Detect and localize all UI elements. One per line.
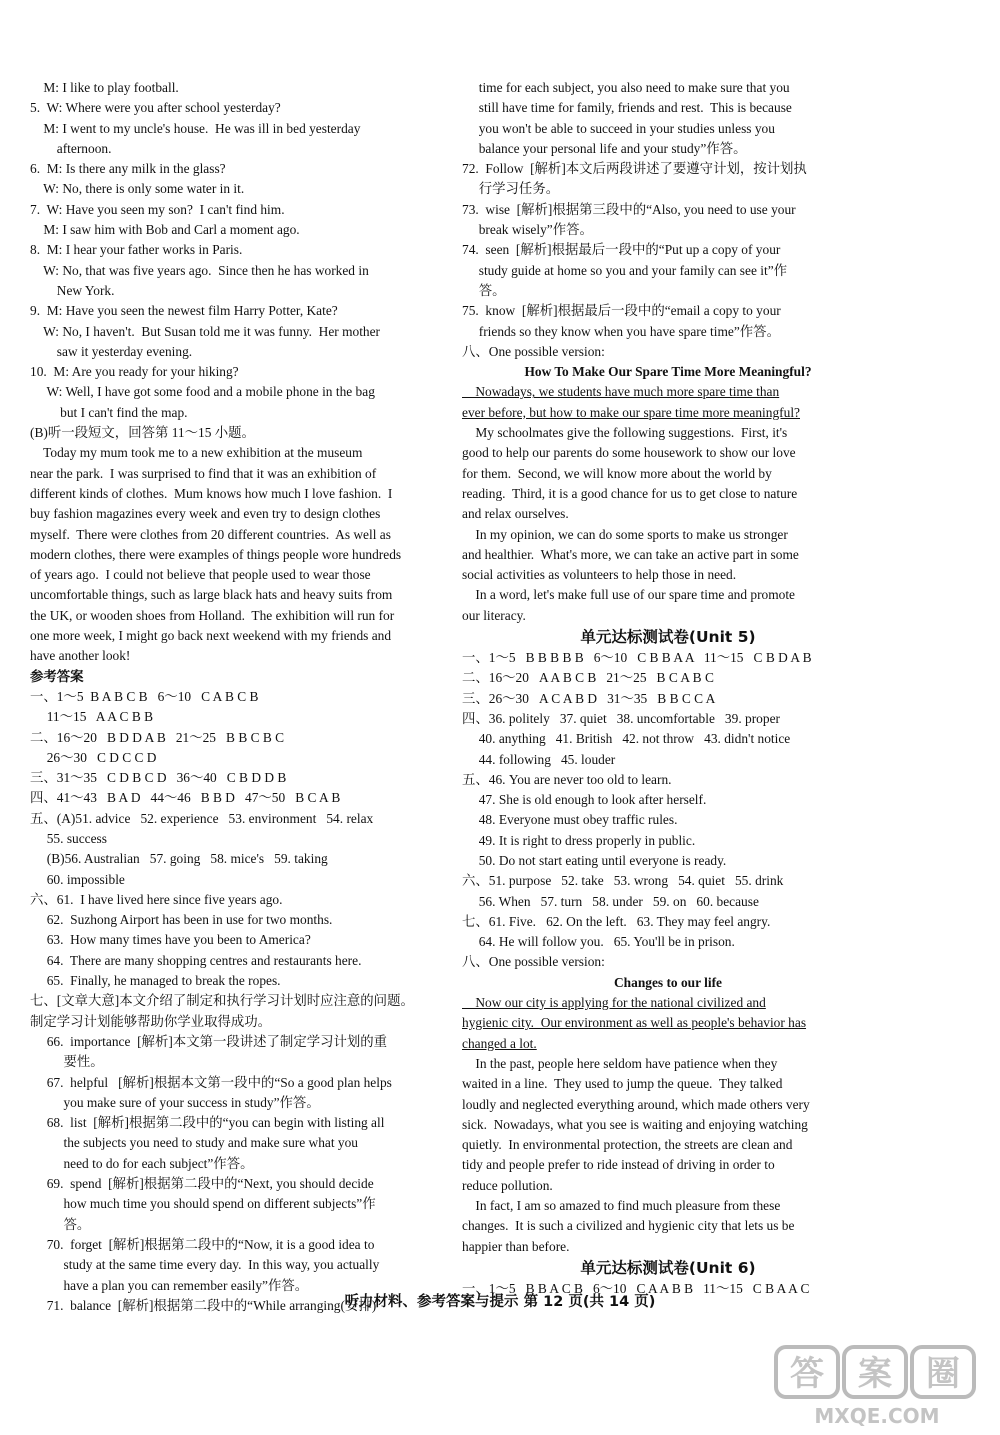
left-text-line: 66. importance [解析]本文第一段讲述了制定学习计划的重	[30, 1033, 388, 1049]
watermark-char-3: 圈	[926, 1354, 960, 1394]
left-text-line: you make sure of your success in study”作答。	[30, 1094, 320, 1110]
right-text-line: 72. Follow [解析]本文后两段讲述了要遵守计划，按计划执	[462, 161, 807, 177]
right-text-line: break wisely”作答。	[462, 222, 593, 238]
left-text-line: 七、[文章大意]本文介绍了制定和执行学习计划时应注意的问题。	[30, 993, 414, 1009]
right-text-line: quietly. In environmental protection, the streets are clean and	[462, 1137, 793, 1153]
right-text-line: 一、1～5 B B B B B 6～10 C B B A A 11～15 C B D A B	[462, 650, 812, 666]
left-text-line: 答。	[30, 1216, 91, 1232]
left-text-line: but I can't find the map.	[30, 404, 188, 420]
right-text-line: 六、51. purpose 52. take 53. wrong 54. quiet 55. drink	[462, 873, 784, 889]
left-text-line: one more week, I might go back next weekend with my friends and	[30, 628, 392, 644]
left-text-line: 10. M: Are you ready for your hiking?	[30, 364, 239, 380]
right-text-line: Changes to our life	[614, 974, 722, 990]
left-text-line: 60. impossible	[30, 871, 125, 887]
right-text-line: waited in a line. They used to jump the queue. They talked	[462, 1076, 783, 1092]
right-text-line: 三、26～30 A C A B D 31～35 B B C C A	[462, 690, 716, 706]
watermark-url: MXQE.COM	[814, 1404, 940, 1428]
right-text-line: 五、46. You are never too old to learn.	[462, 771, 672, 787]
left-text-line: W: No, that was five years ago. Since then he has worked in	[30, 262, 369, 278]
left-text-line: New York.	[30, 282, 115, 298]
right-text-line: changed a lot.	[462, 1035, 537, 1051]
left-text-line: afternoon.	[30, 140, 112, 156]
left-text-line: how much time you should spend on different subjects”作	[30, 1196, 376, 1212]
right-text-line: study guide at home so you and your family can see it”作	[462, 262, 788, 278]
right-text-line: loudly and neglected everything around, which made others very	[462, 1096, 810, 1112]
left-text-line: 制定学习计划能够帮助你学业取得成功。	[30, 1013, 272, 1029]
left-text-line: 二、16～20 B D D A B 21～25 B B C B C	[30, 729, 285, 745]
left-text-line: 9. M: Have you seen the newest film Harry Potter, Kate?	[30, 303, 338, 319]
left-text-line: 63. How many times have you been to America?	[30, 932, 311, 948]
right-text-line: changes. It is such a civilized and hygienic city that lets us be	[462, 1218, 795, 1234]
left-text-line: 70. forget [解析]根据第二段中的“Now, it is a good idea to	[30, 1236, 375, 1252]
watermark-char-1: 答	[790, 1354, 824, 1394]
left-text-line: 一、1～5 B A B C B 6～10 C A B C B	[30, 688, 259, 704]
left-text-line: have another look!	[30, 648, 131, 664]
left-text-line: modern clothes, there were examples of things people wore hundreds	[30, 546, 402, 562]
right-text-line: balance your personal life and your study”作答。	[462, 140, 747, 156]
right-text-line: 50. Do not start eating until everyone is ready.	[462, 852, 727, 868]
right-text-line: 73. wise [解析]根据第三段中的“Also, you need to use your	[462, 201, 796, 217]
right-text-line: reduce pollution.	[462, 1177, 553, 1193]
left-text-line: 要性。	[30, 1054, 104, 1070]
left-text-line: myself. There were clothes from 20 different countries. As well as	[30, 526, 391, 542]
right-column	[462, 78, 874, 1299]
left-text-line: 三、31～35 C D B C D 36～40 C B D D B	[30, 770, 287, 786]
right-text-line: 56. When 57. turn 58. under 59. on 60. because	[462, 893, 759, 909]
right-text-line: ever before, but how to make our spare time more meaningful?	[462, 404, 800, 420]
right-text-line: our literacy.	[462, 607, 526, 623]
left-text-line: W: No, I haven't. But Susan told me it was funny. Her mother	[30, 323, 381, 339]
left-text-line: near the park. I was surprised to find that it was an exhibition of	[30, 465, 377, 481]
page-footer: 听力材料、参考答案与提示 第 12 页(共 14 页)	[344, 1294, 656, 1310]
right-text-line: In my opinion, we can do some sports to make us stronger	[462, 526, 788, 542]
right-text-line: and relax ourselves.	[462, 506, 569, 522]
left-text-line: 68. list [解析]根据第二段中的“you can begin with listing all	[30, 1115, 385, 1131]
right-text-line: 48. Everyone must obey traffic rules.	[462, 812, 678, 828]
right-text-line: happier than before.	[462, 1238, 570, 1254]
left-text-line: 64. There are many shopping centres and restaurants here.	[30, 952, 362, 968]
left-text-line: M: I went to my uncle's house. He was ill in bed yesterday	[30, 120, 361, 136]
left-text-line: buy fashion magazines every week and even try to design clothes	[30, 506, 381, 522]
left-text-line: 71. balance [解析]根据第二段中的“While arranging(安排)	[30, 1297, 377, 1313]
right-text-line: time for each subject, you also need to make sure that you	[462, 80, 790, 95]
right-text-line: In fact, I am so amazed to find much pleasure from these	[462, 1198, 781, 1214]
right-text-line: for them. Second, we will know more about the world by	[462, 465, 772, 481]
right-text-line: 40. anything 41. British 42. not throw 43. didn't notice	[462, 731, 791, 747]
left-text-line: uncomfortable things, such as large black hats and heavy suits from	[30, 587, 393, 603]
left-text-line: M: I like to play football.	[30, 80, 179, 95]
right-text-line: 答。	[462, 282, 506, 298]
left-text-line: 62. Suzhong Airport has been in use for two months.	[30, 912, 333, 928]
right-text-line: 49. It is right to dress properly in public.	[462, 832, 696, 848]
right-text-line: reading. Third, it is a good chance for us to get close to nature	[462, 485, 798, 501]
right-text-line: you won't be able to succeed in your studies unless you	[462, 120, 775, 136]
right-text-line: good to help our parents do some housework to show our love	[462, 445, 796, 461]
left-text-line: 8. M: I hear your father works in Paris.	[30, 242, 243, 258]
left-text-line: (B)56. Australian 57. going 58. mice's 59. taking	[30, 851, 328, 867]
left-text-line: the UK, or wooden shoes from Holland. The exhibition will run for	[30, 607, 395, 623]
right-text-line: 单元达标测试卷(Unit 5)	[580, 628, 756, 647]
right-text-line: 47. She is old enough to look after herself.	[462, 792, 707, 808]
right-text-line: 75. know [解析]根据最后一段中的“email a copy to your	[462, 303, 781, 319]
right-text-line: 七、61. Five. 62. On the left. 63. They may feel angry.	[462, 913, 771, 929]
right-text-line: How To Make Our Spare Time More Meaningful?	[524, 364, 812, 380]
left-text-line: 五、(A)51. advice 52. experience 53. environment 54. relax	[30, 810, 374, 826]
left-text-line: 7. W: Have you seen my son? I can't find him.	[30, 201, 285, 217]
right-text-line: sick. Nowadays, what you see is waiting and enjoying watching	[462, 1116, 808, 1132]
left-text-line: M: I saw him with Bob and Carl a moment ago.	[30, 222, 300, 238]
right-text-line: 二、16～20 A A B C B 21～25 B C A B C	[462, 670, 714, 686]
left-text-line: W: No, there is only some water in it.	[30, 181, 245, 197]
right-text-line: Now our city is applying for the national civilized and	[462, 995, 766, 1011]
right-text-line: and healthier. What's more, we can take an active part in some	[462, 546, 799, 562]
right-text-line: still have time for family, friends and rest. This is because	[462, 100, 792, 116]
right-text-line: 单元达标测试卷(Unit 6)	[580, 1258, 756, 1277]
left-text-line: of years ago. I could not believe that people used to wear those	[30, 567, 371, 583]
left-text-line: different kinds of clothes. Mum knows how much I love fashion. I	[30, 485, 393, 501]
right-text-line: 八、One possible version:	[462, 343, 605, 359]
right-text-line: friends so they know when you have spare time”作答。	[462, 323, 780, 339]
right-text-line: In the past, people here seldom have patience when they	[462, 1055, 778, 1071]
right-text-line: 一、1～5 B B A C B 6～10 C A A B B 11～15 C B A A C	[462, 1280, 810, 1296]
left-text-line: need to do for each subject”作答。	[30, 1155, 254, 1171]
left-text-line: 11～15 A A C B B	[30, 709, 154, 725]
left-text-line: 6. M: Is there any milk in the glass?	[30, 161, 226, 177]
right-text-line: 行学习任务。	[462, 181, 560, 197]
left-text-line: 参考答案	[30, 668, 84, 684]
right-text-line: 74. seen [解析]根据最后一段中的“Put up a copy of your	[462, 242, 781, 258]
left-text-line: study at the same time every day. In this way, you actually	[30, 1257, 380, 1273]
left-column	[30, 78, 450, 1316]
left-text-line: the subjects you need to study and make sure what you	[30, 1135, 359, 1151]
left-text-line: saw it yesterday evening.	[30, 343, 193, 359]
watermark-char-2: 案	[858, 1354, 892, 1394]
right-text-line: tidy and people prefer to ride instead of driving in order to	[462, 1157, 775, 1173]
left-text-line: 26～30 C D C C D	[30, 749, 157, 765]
right-text-line: hygienic city. Our environment as well as people's behavior has	[462, 1015, 807, 1031]
right-text-line: 64. He will follow you. 65. You'll be in prison.	[462, 934, 735, 950]
left-text-line: 55. success	[30, 830, 107, 846]
left-text-line: 六、61. I have lived here since five years ago.	[30, 891, 283, 907]
left-text-line: (B)听一段短文，回答第 11～15 小题。	[30, 425, 255, 441]
right-text-line: social activities as volunteers to help those in need.	[462, 567, 737, 583]
right-text-line: 四、36. politely 37. quiet 38. uncomfortable 39. proper	[462, 710, 780, 726]
right-text-line: My schoolmates give the following suggestions. First, it's	[462, 425, 788, 441]
right-text-line: In a word, let's make full use of our spare time and promote	[462, 587, 795, 603]
left-text-line: 67. helpful [解析]根据本文第一段中的“So a good plan helps	[30, 1074, 392, 1090]
right-text-line: 44. following 45. louder	[462, 751, 616, 767]
left-text-line: 65. Finally, he managed to break the ropes.	[30, 973, 281, 989]
watermark-logo	[772, 1343, 982, 1429]
left-text-line: Today my mum took me to a new exhibition at the museum	[30, 445, 363, 461]
right-text-line: 八、One possible version:	[462, 954, 605, 970]
left-text-line: 5. W: Where were you after school yesterday?	[30, 100, 281, 116]
left-text-line: have a plan you can remember easily”作答。	[30, 1277, 309, 1293]
right-text-line: Nowadays, we students have much more spare time than	[462, 384, 780, 400]
left-text-line: 69. spend [解析]根据第二段中的“Next, you should decide	[30, 1176, 374, 1192]
left-text-line: 四、41～43 B A D 44～46 B B D 47～50 B C A B	[30, 790, 341, 806]
left-text-line: W: Well, I have got some food and a mobile phone in the bag	[30, 384, 375, 400]
